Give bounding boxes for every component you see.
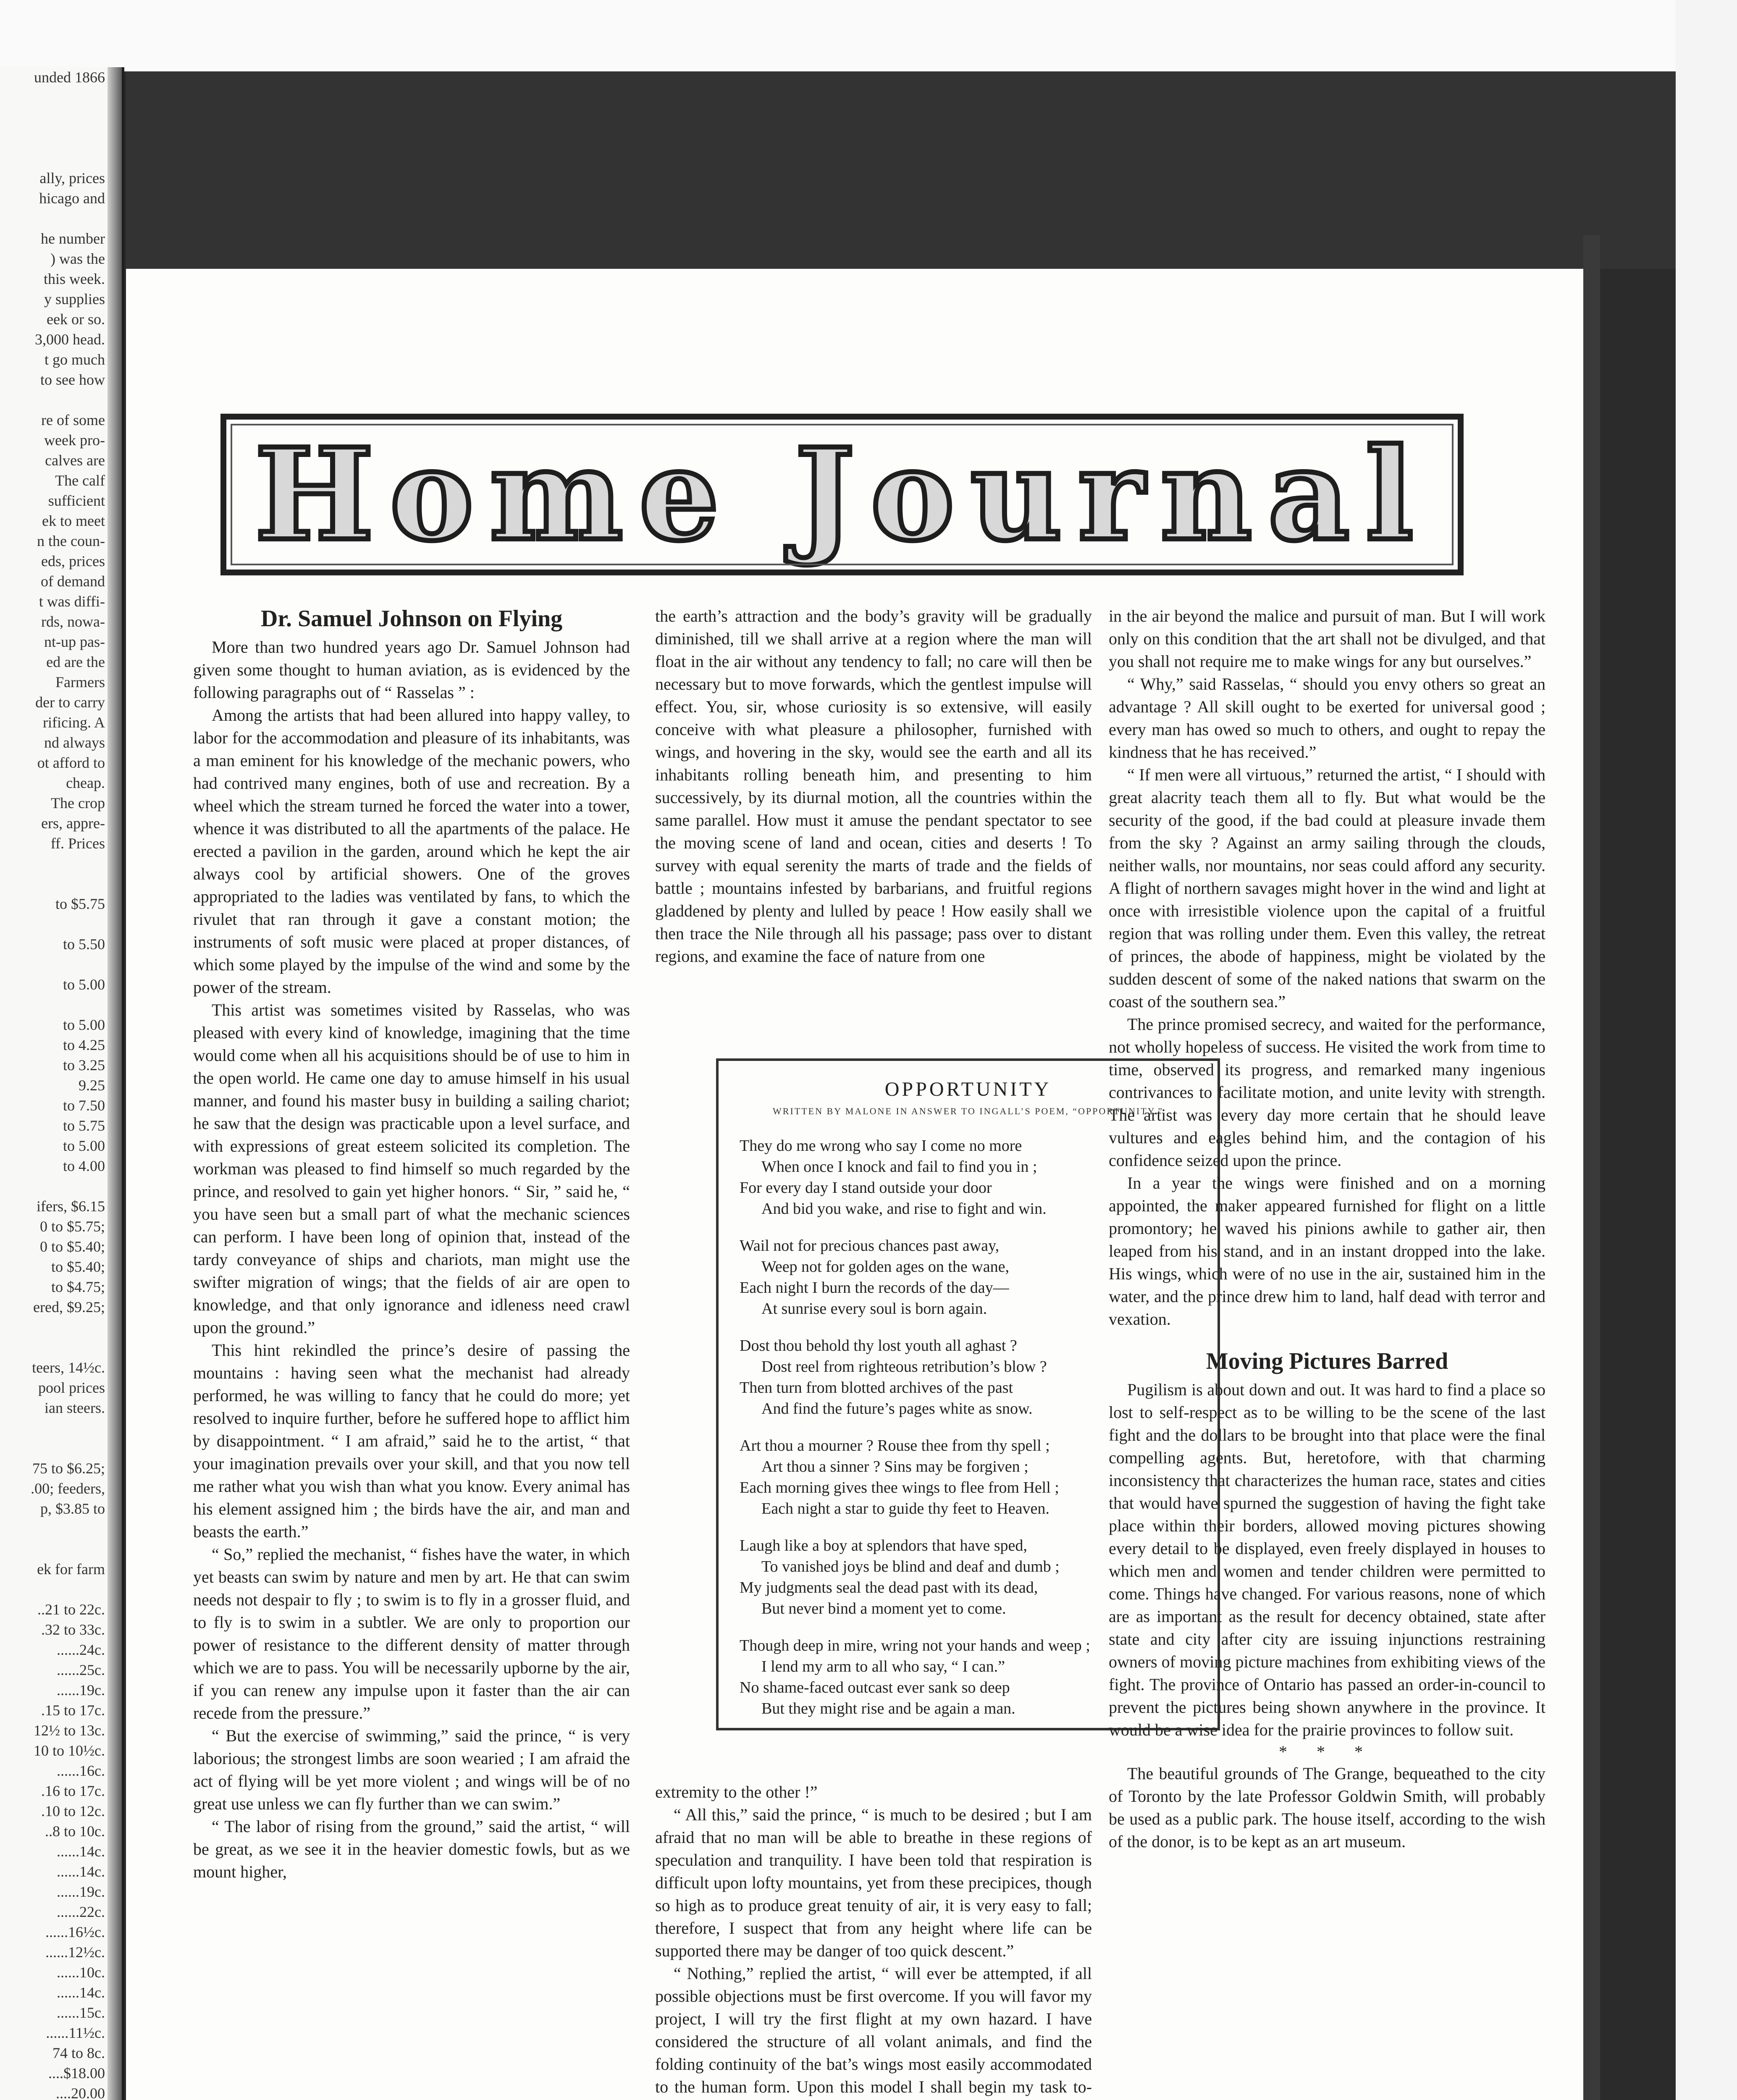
- poem-line: Though deep in mire, wring not your hands and weep ;: [740, 1637, 1090, 1654]
- previous-page-line: to 4.25: [63, 1037, 105, 1053]
- previous-page-line: to 3.25: [63, 1057, 105, 1074]
- poem-line: And find the future’s pages white as snow.: [761, 1400, 1033, 1418]
- paragraph: More than two hundred years ago Dr. Samuel Johnson had given some thought to human aviation, as is evidenced by the following paragraphs out of “ Rasselas ” :: [193, 638, 630, 702]
- previous-page-line: to see how: [40, 371, 105, 388]
- previous-page-line: to 4.00: [63, 1158, 105, 1174]
- poem-byline: WRITTEN BY MALONE IN ANSWER TO INGALL’S POEM, “OPPORTUNITY.”: [773, 1106, 1163, 1116]
- previous-page-line: p, $3.85 to: [40, 1500, 105, 1517]
- previous-page-line: [0, 128, 105, 148]
- masthead-inner-rule: [231, 420, 1454, 569]
- paragraph: The prince promised secrecy, and waited for the performance, not wholly hopeless of success. He visited the work from time to time, observed its progress, and remarked many ingenious contrivances to facilitate motion, and unite levity with strength. The artist was every day more certain that he should leave vultures and eagles behind him, and the contagion of his confidence seized upon the prince.: [1109, 1015, 1545, 1170]
- previous-page-line: 0 to $5.75;: [39, 1218, 105, 1235]
- previous-page-line: [0, 1317, 105, 1337]
- previous-page-line: ......14c.: [57, 1843, 105, 1860]
- previous-page-line: to $4.75;: [51, 1278, 105, 1295]
- paragraph: “ Nothing,” replied the artist, “ will ever be attempted, if all possible objections must be first overcome. If you will favor my project, I will try the first flight at my own hazard. I have considered the structure of all volant animals, and find the folding continuity of the bat’s wings most easily accommodated to the human form. Upon this model I shall begin my task to-: [655, 1964, 1092, 2096]
- paragraph: Among the artists that had been allured into happy valley, to labor for the accommodation and pleasure of its inhabitants, was a man eminent for his knowledge of the mechanic powers, who had contrived many engines, both of use and recreation. By a wheel which the stream turned he forced the water into a tower, whence it was distributed to all the apartments of the palace. He erected a pavilion in the garden, around which he kept the air always cool by artificial showers. One of the groves appropriated to the ladies was ventilated by fans, to which the rivulet that ran through it gave a constant motion; the instruments of soft music were placed at proper distances, of which some played by the impulse of the wind and some by the power of the stream.: [193, 706, 630, 997]
- previous-page-line: [0, 108, 105, 128]
- previous-page-line: [0, 1519, 105, 1539]
- previous-page-line: ..21 to 22c.: [37, 1601, 105, 1618]
- previous-page-line: t was diffi-: [39, 593, 105, 610]
- poem-line: For every day I stand outside your door: [740, 1179, 992, 1197]
- poem-line: Wail not for precious chances past away,: [740, 1237, 1000, 1255]
- column-3: [1109, 605, 1545, 1853]
- previous-page-line: rificing. A: [43, 714, 105, 731]
- masthead-title: Home Journal: [255, 420, 1430, 569]
- previous-page-line: to $5.75: [55, 895, 105, 912]
- page-binding: [108, 67, 122, 2100]
- paragraph: In a year the wings were finished and on a morning appointed, the maker appeared furnished for flight on a little promontory; he waved his pinions awhile to gather air, then leaped from his stand, and in an instant dropped into the lake. His wings, which were of no use in the air, sustained him in the water, and the prince drew him to land, half dead with terror and vexation.: [1109, 1173, 1545, 1328]
- previous-page-line: ......14c.: [57, 1863, 105, 1880]
- paragraph: “ All this,” said the prince, “ is much to be desired ; but I am afraid that no man will be able to breathe in these regions of speculation and tranquility. I have been told that respiration is difficult upon lofty mountains, yet from these precipices, though so high as to produce great tenuity of air, it is very easy to fall; therefore, I suspect that from any height where life can be supported there may be danger of too quick descent.”: [655, 1805, 1092, 1960]
- previous-page-line: ek to meet: [42, 512, 105, 529]
- previous-page-line: [0, 1438, 105, 1458]
- previous-page-fragment: [0, 67, 124, 2100]
- poem-line: Then turn from blotted archives of the past: [740, 1379, 1013, 1396]
- previous-page-line: ......15c.: [57, 2004, 105, 2021]
- previous-page-text: [0, 67, 105, 2100]
- poem-line: Art thou a sinner ? Sins may be forgiven ;: [761, 1458, 1029, 1475]
- previous-page-line: Farmers: [55, 674, 105, 690]
- previous-page-line: [0, 1337, 105, 1357]
- previous-page-line: 0 to $5.40;: [39, 1238, 105, 1255]
- previous-page-line: der to carry: [35, 694, 105, 711]
- previous-page-line: [0, 87, 105, 108]
- previous-page-line: ifers, $6.15: [37, 1198, 105, 1215]
- previous-page-line: ....20.00: [56, 2085, 105, 2100]
- previous-page-line: ......14c.: [57, 1984, 105, 2001]
- previous-page-line: he number: [41, 230, 105, 247]
- poem-line: But never bind a moment yet to come.: [761, 1600, 1006, 1617]
- previous-page-line: to 5.00: [63, 1137, 105, 1154]
- previous-page-line: ers, appre-: [41, 815, 105, 832]
- previous-page-line: ......24c.: [57, 1641, 105, 1658]
- previous-page-line: [0, 1418, 105, 1438]
- previous-page-line: 75 to $6.25;: [32, 1460, 105, 1477]
- previous-page-line: rds, nowa-: [41, 613, 105, 630]
- previous-page-line: to $5.40;: [51, 1258, 105, 1275]
- poem-line: I lend my arm to all who say, “ I can.”: [761, 1658, 1005, 1675]
- paragraph: “ If men were all virtuous,” returned the artist, “ I should with great alacrity teach them all to fly. But what would be the security of the good, if the bad could at pleasure invade them from the sky ? Against an army sailing through the clouds, neither walls, nor mountains, nor seas could afford any security. A flight of northern savages might hover in the wind and light at once with irresistible violence upon the capital of a fruitful region that was rolling under them. Even this valley, the retreat of princes, the abode of happiness, might be violated by the sudden descent of some of the naked nations that swarm on the coast of the southern sea.”: [1109, 765, 1545, 1011]
- previous-page-line: [0, 914, 105, 934]
- previous-page-line: .32 to 33c.: [41, 1621, 105, 1638]
- previous-page-line: t go much: [45, 351, 105, 368]
- poem-line: Weep not for golden ages on the wane,: [761, 1258, 1009, 1276]
- poem-line: Each morning gives thee wings to flee from Hell ;: [740, 1479, 1059, 1496]
- previous-page-line: [0, 208, 105, 228]
- previous-page-line: sufficient: [48, 492, 105, 509]
- poem-line: But they might rise and be again a man.: [761, 1700, 1015, 1717]
- previous-page-line: ......11½c.: [46, 2024, 105, 2041]
- previous-page-line: of demand: [41, 573, 105, 590]
- scanner-margin-top: [0, 0, 1737, 71]
- page-edge-shadow: [1583, 235, 1600, 2100]
- previous-page-line: .00; feeders,: [31, 1480, 105, 1497]
- previous-page-line: [0, 874, 105, 894]
- paragraph: “ The labor of rising from the ground,” said the artist, “ will be great, as we see it in the heavier domestic fowls, but as we mount higher,: [193, 1817, 630, 1881]
- section-separator: * * *: [1279, 1742, 1375, 1761]
- scanner-margin-right: [1676, 0, 1737, 2100]
- previous-page-line: nd always: [44, 734, 105, 751]
- poem-line: When once I knock and fail to find you in ;: [761, 1158, 1037, 1176]
- previous-page-line: ......19c.: [57, 1682, 105, 1698]
- previous-page-line: .16 to 17c.: [41, 1782, 105, 1799]
- previous-page-line: to 7.50: [63, 1097, 105, 1114]
- paragraph: in the air beyond the malice and pursuit of man. But I will work only on this condition that the art shall not be divulged, and that you shall not require me to make wings for any but ourselves.”: [1109, 606, 1545, 671]
- previous-page-line: [0, 995, 105, 1015]
- previous-page-line: unded 1866: [34, 69, 105, 86]
- paragraph: “ Why,” said Rasselas, “ should you envy others so great an advantage ? All skill ought to be exerted for universal good ; every man has owed so much to others, and ought to repay the kindness that he has received.”: [1109, 675, 1545, 761]
- poem-line: Art thou a mourner ? Rouse thee from thy spell ;: [740, 1437, 1050, 1454]
- previous-page-line: ot afford to: [37, 754, 105, 771]
- previous-page-line: teers, 14½c.: [32, 1359, 105, 1376]
- moving-pictures-title: Moving Pictures Barred: [1206, 1348, 1448, 1374]
- previous-page-line: 12½ to 13c.: [34, 1722, 105, 1739]
- paragraph: The beautiful grounds of The Grange, bequeathed to the city of Toronto by the late Professor Goldwin Smith, will probably be used as a public park. The house itself, according to the wish of the donor, is to be kept as an art museum.: [1109, 1764, 1545, 1851]
- previous-page-line: [0, 954, 105, 974]
- previous-page-line: [0, 148, 105, 168]
- journal-page: [126, 269, 1583, 2100]
- previous-page-line: The calf: [55, 472, 105, 489]
- previous-page-line: ek for farm: [37, 1561, 105, 1578]
- paragraph: This hint rekindled the prince’s desire of passing the mountains : having seen what the mechanist had already performed, he was willing to fancy that he could do more; yet resolved to inquire further, before he suffered hope to afflict him by disappointment. “ I am afraid,” said he to the artist, “ that your imagination prevails over your skill, and that you now tell me rather what you wish than what you know. Every animal has his element assigned him ; the birds have the air, and man and beasts the earth.”: [193, 1341, 630, 1541]
- column-2-top: [655, 605, 1092, 968]
- poem-line: To vanished joys be blind and deaf and dumb ;: [761, 1558, 1060, 1575]
- column-2-bottom: [655, 1781, 1092, 2100]
- poem-line: No shame-faced outcast ever sank so deep: [740, 1679, 1010, 1696]
- poem-line: My judgments seal the dead past with its dead,: [740, 1579, 1038, 1596]
- previous-page-line: y supplies: [44, 291, 105, 307]
- masthead: [220, 414, 1464, 575]
- previous-page-line: ....$18.00: [48, 2065, 105, 2082]
- previous-page-line: ......16½c.: [45, 1924, 105, 1940]
- paragraph: extremity to the other !”: [655, 1782, 818, 1801]
- paragraph: “ But the exercise of swimming,” said the prince, “ is very laborious; the strongest limbs are soon wearied ; I am afraid the act of flying will be yet more violent ; and wings will be of no great use unless we can fly further than we can swim.”: [193, 1726, 630, 1813]
- previous-page-line: to 5.00: [63, 976, 105, 993]
- previous-page-line: 9.25: [79, 1077, 105, 1094]
- paragraph: the earth’s attraction and the body’s gravity will be gradually diminished, till we shall arrive at a region where the man will float in the air without any tendency to fall; no care will then be necessary but to move forwards, which the gentlest impulse will effect. You, sir, whose curiosity is so extensive, will easily conceive with what pleasure a philosopher, furnished with wings, and hovering in the sky, would see the earth and all its inhabitants rolling beneath him, and presenting to him successively, by its diurnal motion, all the countries within the same parallel. How must it amuse the pendant spectator to see the moving scene of land and ocean, cities and deserts ! To survey with equal serenity the marts of trade and the fields of battle ; mountains infested by barbarians, and fruitful regions gladdened by plenty and lulled by peace ! How easily shall we then trace the Nile through all his passage; pass over to distant regions, and examine the face of nature from one: [655, 606, 1092, 966]
- poem-line: Laugh like a boy at splendors that have sped,: [740, 1537, 1027, 1554]
- previous-page-line: eek or so.: [47, 311, 105, 328]
- previous-page-line: nt-up pas-: [44, 633, 105, 650]
- previous-page-line: .15 to 17c.: [41, 1702, 105, 1719]
- previous-page-line: to 5.50: [63, 936, 105, 953]
- previous-page-line: pool prices: [38, 1379, 105, 1396]
- previous-page-line: [0, 1579, 105, 1599]
- paragraph: “ So,” replied the mechanist, “ fishes have the water, in which yet beasts can swim by nature and men by art. He that can swim needs not despair to fly ; to swim is to fly in a grosser fluid, and to fly is to swim in a subtler. We are only to proportion our power of resistance to the different density of matter through which we are to pass. You will be necessarily upborne by the air, if you can renew any impulse upon it faster than the air can recede from the pressure.”: [193, 1545, 630, 1722]
- previous-page-line: ......12½c.: [45, 1944, 105, 1961]
- poem-line: Dost thou behold thy lost youth all aghast ?: [740, 1337, 1017, 1354]
- previous-page-line: ff. Prices: [50, 835, 105, 852]
- previous-page-line: [0, 1539, 105, 1559]
- previous-page-line: week pro-: [44, 432, 105, 449]
- page-top-shadow: [126, 71, 1676, 269]
- previous-page-line: 10 to 10½c.: [34, 1742, 105, 1759]
- paragraph: This artist was sometimes visited by Rasselas, who was pleased with every kind of knowledge, imagining that the time would come when all his acquisitions should be of use to him in the open world. He came one day to amuse himself in his usual manner, and found his master busy in building a sailing chariot; he saw that the design was practicable upon a level surface, and with expressions of great esteem solicited its completion. The workman was pleased to find himself so much regarded by the prince, and resolved to gain yet higher honors. “ Sir, ” said he, “ you have seen but a small part of what the mechanic sciences can perform. I have been long of opinion that, instead of the tardy conveyance of ships and chariots, man might use the swifter migration of wings; that the fields of air are open to knowledge, and that only ignorance and idleness need crawl upon the ground.”: [193, 1000, 630, 1337]
- previous-page-line: to 5.75: [63, 1117, 105, 1134]
- previous-page-line: .10 to 12c.: [41, 1803, 105, 1819]
- previous-page-line: to 5.00: [63, 1016, 105, 1033]
- previous-page-line: 74 to 8c.: [52, 2045, 105, 2061]
- previous-page-line: re of some: [41, 412, 105, 428]
- previous-page-line: ally, prices: [39, 170, 105, 186]
- previous-page-line: ian steers.: [45, 1399, 105, 1416]
- column-1: [193, 605, 630, 1883]
- poem-line: They do me wrong who say I come no more: [740, 1137, 1022, 1155]
- previous-page-line: ......25c.: [57, 1662, 105, 1678]
- previous-page-line: ......19c.: [57, 1883, 105, 1900]
- previous-page-line: [0, 1176, 105, 1196]
- previous-page-line: ......10c.: [57, 1964, 105, 1981]
- previous-page-line: cheap.: [66, 774, 105, 791]
- poem-line: Dost reel from righteous retribution’s blow ?: [761, 1358, 1047, 1376]
- previous-page-line: hicago and: [39, 190, 105, 207]
- previous-page-line: ......22c.: [57, 1903, 105, 1920]
- poem-line: At sunrise every soul is born again.: [761, 1300, 987, 1318]
- previous-page-line: [0, 390, 105, 410]
- previous-page-line: [0, 853, 105, 874]
- previous-page-line: ) was the: [50, 250, 105, 267]
- paragraph: Pugilism is about down and out. It was hard to find a place so lost to self-respect as to be willing to be the scene of the last fight and the dollars to be brought into that place were the final compelling agents. But, heretofore, with that charming inconsistency that characterizes the human race, states and cities that would have spurned the suggestion of having the fight take place within their borders, allowed moving pictures showing every detail to be displayed, even freely displayed in houses to which men and women and tender children were permitted to come. Things have changed. For various reasons, none of which are as important as the result for decency obtained, state after state and city after city are issuing injunctions restraining owners of moving picture machines from exhibiting views of the fight. The province of Ontario has passed an order-in-council to prevent the pictures being shown anywhere in the province. It would be a wise idea for the prairie provinces to follow suit.: [1109, 1380, 1545, 1739]
- poem-line: Each night I burn the records of the day—: [740, 1279, 1009, 1297]
- poem-title: OPPORTUNITY: [884, 1078, 1052, 1100]
- previous-page-line: 3,000 head.: [35, 331, 105, 348]
- previous-page-line: ..8 to 10c.: [45, 1823, 105, 1840]
- previous-page-line: this week.: [44, 270, 105, 287]
- previous-page-line: The crop: [51, 795, 105, 811]
- poem-line: And bid you wake, and rise to fight and win.: [761, 1200, 1047, 1218]
- poem-line: Each night a star to guide thy feet to Heaven.: [761, 1500, 1050, 1517]
- johnson-article-title: Dr. Samuel Johnson on Flying: [260, 606, 563, 632]
- previous-page-line: eds, prices: [41, 553, 105, 570]
- previous-page-line: ered, $9.25;: [33, 1299, 105, 1315]
- previous-page-line: n the coun-: [37, 533, 105, 549]
- previous-page-line: ed are the: [46, 654, 105, 670]
- previous-page-line: calves are: [45, 452, 105, 469]
- previous-page-line: ......16c.: [57, 1762, 105, 1779]
